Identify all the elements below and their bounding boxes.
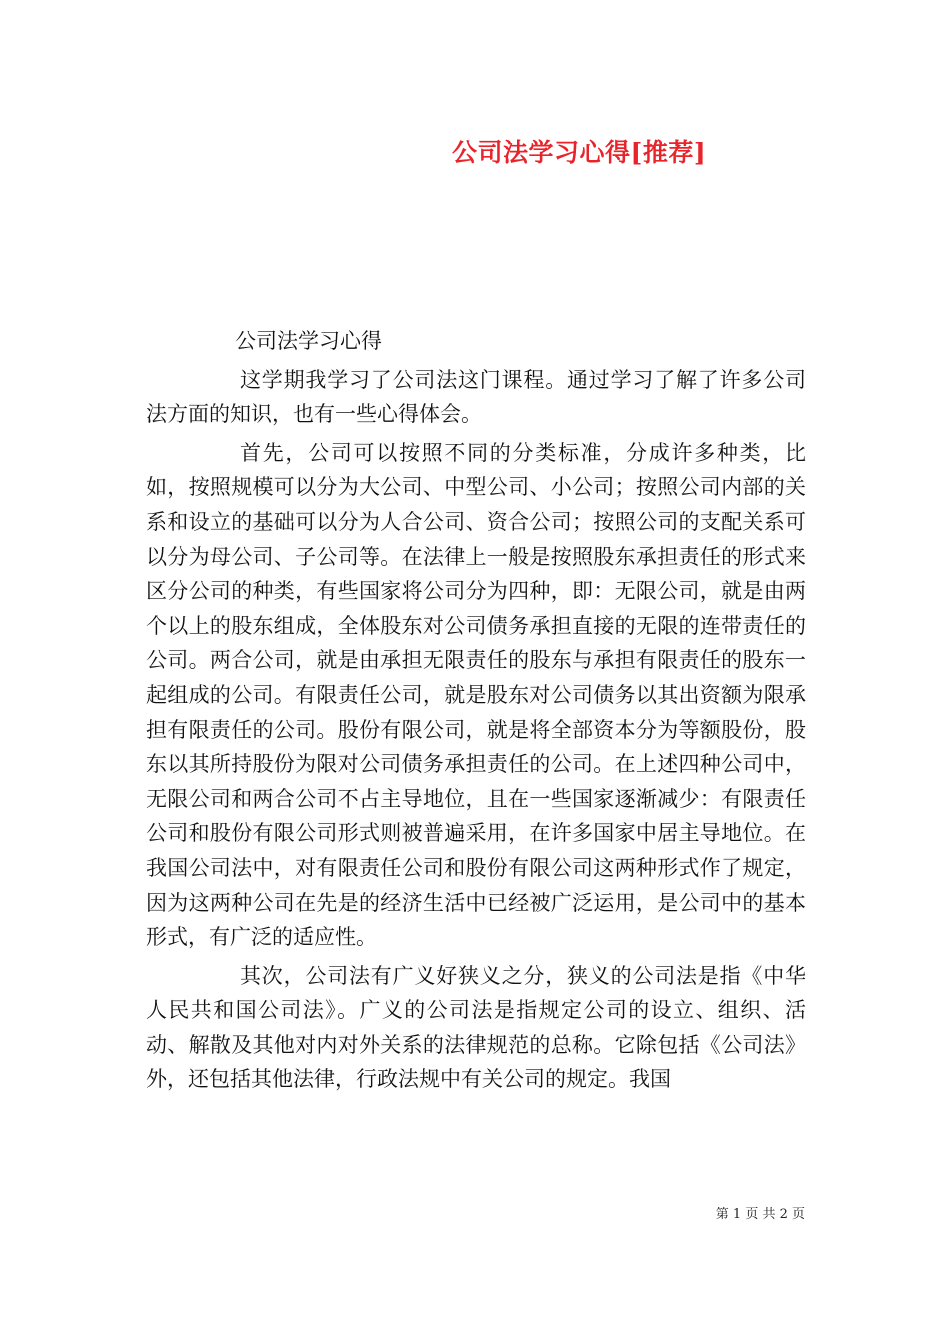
document-title: 公司法学习心得[推荐] bbox=[452, 138, 707, 167]
document-body bbox=[146, 324, 806, 1101]
paragraph-intro: 这学期我学习了公司法这门课程。通过学习了解了许多公司法方面的知识，也有一些心得体会。 bbox=[146, 367, 806, 427]
page-number-footer: 第 1 页 共 2 页 bbox=[715, 1207, 805, 1222]
paragraph-company-law-scope: 其次，公司法有广义好狭义之分，狭义的公司法是指《中华人民共和国公司法》。广义的公司法是指规定公司的设立、组织、活动、解散及其他对内对外关系的法律规范的总称。它除包括《公司法》外，还包括其他法律，行政法规中有关公司的规定。我国 bbox=[146, 963, 806, 1092]
document-subtitle: 公司法学习心得 bbox=[235, 329, 382, 353]
paragraph-company-types: 首先，公司可以按照不同的分类标准，分成许多种类，比如，按照规模可以分为大公司、中型公司、小公司；按照公司内部的关系和设立的基础可以分为人合公司、资合公司；按照公司的支配关系可以分为母公司、子公司等。在法律上一般是按照股东承担责任的形式来区分公司的种类，有些国家将公司分为四种，即：无限公司，就是由两个以上的股东组成，全体股东对公司债务承担直接的无限的连带责任的公司。两合公司，就是由承担无限责任的股东与承担有限责任的股东一起组成的公司。有限责任公司，就是股东对公司债务以其出资额为限承担有限责任的公司。股份有限公司，就是将全部资本分为等额股份，股东以其所持股份为限对公司债务承担责任的公司。在上述四种公司中，无限公司和两合公司不占主导地位，且在一些国家逐渐减少：有限责任公司和股份有限公司形式则被普遍采用，在许多国家中居主导地位。在我国公司法中，对有限责任公司和股份有限公司这两种形式作了规定，因为这两种公司在先是的经济生活中已经被广泛运用，是公司中的基本形式，有广泛的适应性。 bbox=[146, 440, 806, 950]
